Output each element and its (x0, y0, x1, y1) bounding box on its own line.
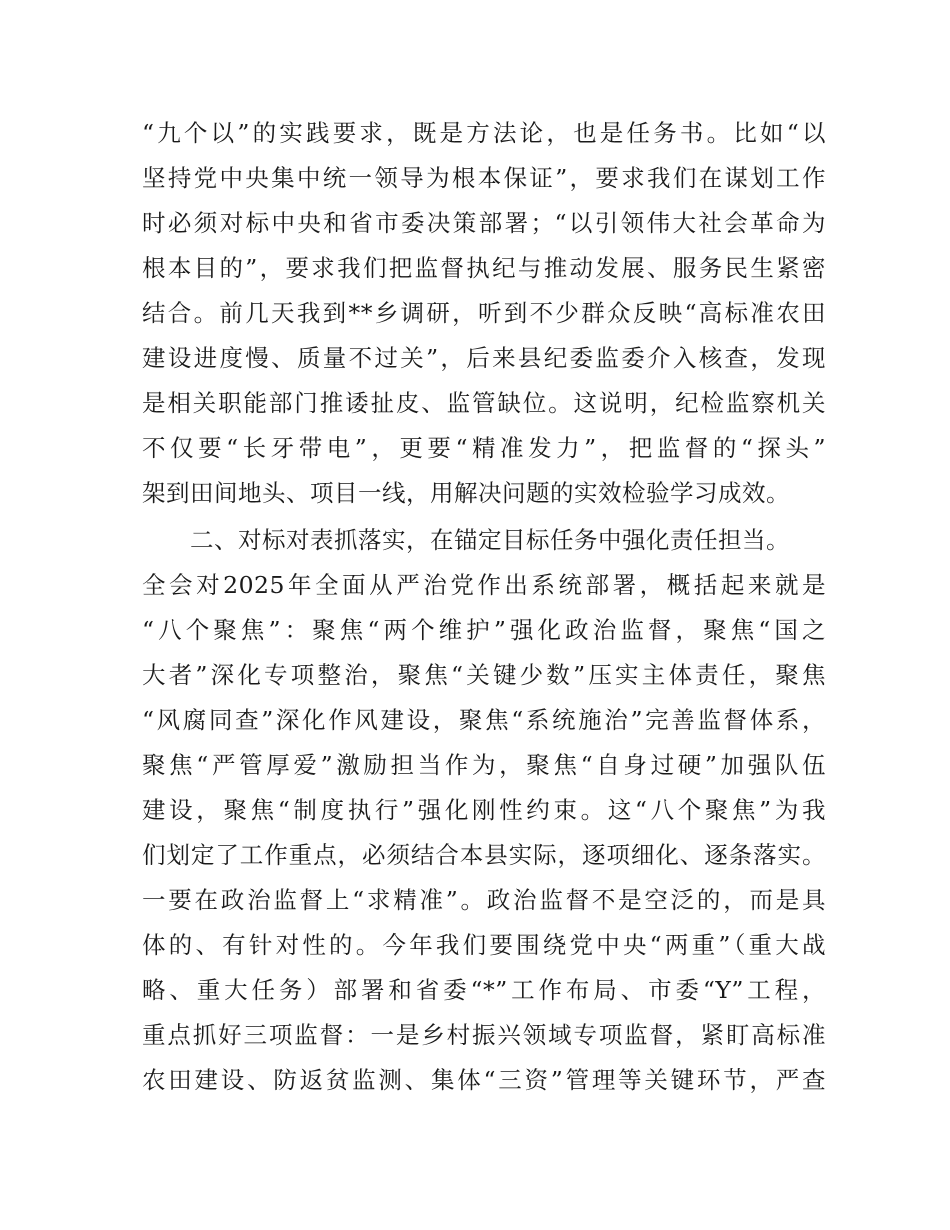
paragraph-1-line-7: 是相关职能部门推诿扯皮、监管缺位。这说明，纪检监察机关 (142, 389, 826, 417)
paragraph-1-line-9: 架到田间地头、项目一线，用解决问题的实效检验学习成效。 (142, 479, 790, 507)
paragraph-2-line-6: 聚焦“严管厚爱”激励担当作为，聚焦“自身过硬”加强队伍 (142, 751, 826, 779)
paragraph-2-line-13: 农田建设、防返贫监测、集体“三资”管理等关键环节，严查 (142, 1066, 826, 1094)
paragraph-2-line-10: 体的、有针对性的。今年我们要围绕党中央“两重”（重大战 (142, 931, 826, 959)
paragraph-2-line-8: 们划定了工作重点，必须结合本县实际，逐项细化、逐条落实。 (142, 841, 826, 869)
paragraph-1-line-8: 不仅要“长牙带电”，更要“精准发力”，把监督的“探头” (142, 434, 826, 462)
paragraph-2-line-2: 全会对2025年全面从严治党作出系统部署，概括起来就是 (142, 571, 826, 599)
paragraph-2-line-12: 重点抓好三项监督：一是乡村振兴领域专项监督，紧盯高标准 (142, 1021, 826, 1049)
paragraph-1-line-6: 建设进度慢、质量不过关”，后来县纪委监委介入核查，发现 (142, 344, 826, 372)
section-heading: 二、对标对表抓落实，在锚定目标任务中强化责任担当。 (190, 526, 790, 554)
paragraph-2-line-5: “风腐同查”深化作风建设，聚焦“系统施治”完善监督体系， (142, 706, 826, 734)
paragraph-1-line-4: 根本目的”，要求我们把监督执纪与推动发展、服务民生紧密 (142, 254, 826, 282)
paragraph-1-line-5: 结合。前几天我到**乡调研，听到不少群众反映“高标准农田 (142, 299, 826, 327)
paragraph-2-line-7: 建设，聚焦“制度执行”强化刚性约束。这“八个聚焦”为我 (142, 796, 826, 824)
paragraph-1-line-2: 坚持党中央集中统一领导为根本保证”，要求我们在谋划工作 (142, 164, 826, 192)
paragraph-2-line-4: 大者”深化专项整治，聚焦“关键少数”压实主体责任，聚焦 (142, 661, 826, 689)
paragraph-1-line-1: “九个以”的实践要求，既是方法论，也是任务书。比如“以 (142, 119, 826, 147)
paragraph-2-line-11: 略、重大任务）部署和省委“*”工作布局、市委“Y”工程， (142, 976, 826, 1004)
paragraph-1-line-3: 时必须对标中央和省市委决策部署；“以引领伟大社会革命为 (142, 209, 826, 237)
paragraph-2-line-9: 一要在政治监督上“求精准”。政治监督不是空泛的，而是具 (142, 886, 826, 914)
paragraph-2-line-3: “八个聚焦”：聚焦“两个维护”强化政治监督，聚焦“国之 (142, 616, 826, 644)
